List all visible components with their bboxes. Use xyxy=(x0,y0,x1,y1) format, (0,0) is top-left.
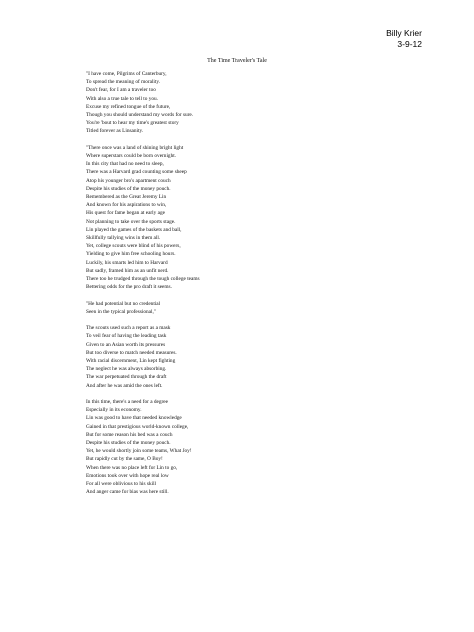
stanza xyxy=(86,300,416,316)
poem-line: Where superstars could be born overnight. xyxy=(86,153,177,160)
poem-line: And known for his aspirations to win, xyxy=(86,202,167,209)
poem-line: "There once was a land of shining bright light xyxy=(86,144,184,151)
stanza xyxy=(86,70,416,136)
poem-line: In this time, there's a need for a degree xyxy=(86,399,168,406)
poem-line: Gained in that prestigious world-known college, xyxy=(86,423,189,430)
poem-line: The scouts used such a report as a mask xyxy=(86,325,171,332)
poem-line: The war perpetuated through the draft xyxy=(86,374,167,381)
poem-line: And anger came for bias was here still. xyxy=(86,489,169,496)
poem-line: Titled forever as Linsanity. xyxy=(86,128,144,135)
poem-line: Especially in its economy. xyxy=(86,407,142,414)
stanza xyxy=(86,398,416,496)
stanza xyxy=(86,144,416,292)
poem-line: There was a Harvard grad counting some sheep xyxy=(86,169,187,176)
poem-line: His quest for fame began at early age xyxy=(86,210,165,217)
author-header xyxy=(386,28,422,50)
poem-line: There too he trudged through the tough college teams xyxy=(86,276,200,283)
poem-body xyxy=(86,70,416,505)
poem-line: Given to an Asian worth its pressures xyxy=(86,341,166,348)
poem-line: When there was no place left for Lin to go, xyxy=(86,464,178,471)
poem-line: To veil fear of having the leading task xyxy=(86,333,167,340)
poem-line: "I have come, Pilgrims of Canterbury, xyxy=(86,71,167,77)
document-date: 3-9-12 xyxy=(397,39,422,49)
poem-line: Atop his younger bro's apartment couch xyxy=(86,177,171,184)
poem-line: Not planning to take over the sports stage. xyxy=(86,218,176,225)
poem-line: But for some reason his bed was a couch xyxy=(86,431,173,438)
poem-line: Bettering odds for the pro draft it seems. xyxy=(86,284,172,291)
poem-line: Lin was good to have that needed knowledge xyxy=(86,415,182,422)
poem-line: But too diverse to match needed measures. xyxy=(86,349,177,356)
poem-line: You're 'bout to hear my time's greatest story xyxy=(86,120,179,127)
poem-line: For all were oblivious to his skill xyxy=(86,481,157,488)
author-name: Billy Krier xyxy=(386,28,422,38)
poem-line: Though you should understand my words for sure. xyxy=(86,112,194,119)
stanza xyxy=(86,324,416,390)
poem-title: The Time Traveler's Tale xyxy=(207,58,267,64)
poem-line: Yet, college scouts were blind of his powers, xyxy=(86,243,181,250)
poem-line: Excuse my refined tongue of the future, xyxy=(86,103,171,110)
poem-line: Despite his studies of the money pouch. xyxy=(86,440,171,447)
poem-line: Yielding to give him free schooling hours. xyxy=(86,251,176,258)
poem-line: Emotions took over with hope real low xyxy=(86,472,169,479)
poem-line: Don't fear, for I am a traveler too xyxy=(86,87,156,94)
poem-line: Seen in the typical professional," xyxy=(86,308,156,315)
poem-line: To spread the meaning of morality. xyxy=(86,79,161,86)
poem-line: Yet, he would shortly join some teams, What Joy! xyxy=(86,448,192,455)
poem-line: With also a true tale to tell to you. xyxy=(86,95,159,102)
poem-line: Remembered as the Great Jeremy Lin xyxy=(86,194,167,201)
poem-line: With racial discernment, Lin kept fighting xyxy=(86,358,176,365)
poem-line: The neglect he was always absorbing. xyxy=(86,366,167,373)
poem-line: Despite his studies of the money pouch. xyxy=(86,185,171,192)
poem-line: Skillfully tallying wins in them all. xyxy=(86,235,161,242)
poem-line: But rapidly cut by the same, O Boy! xyxy=(86,456,163,463)
poem-line: "He had potential but no credential xyxy=(86,300,161,307)
poem-line: And after he was amid the ones left. xyxy=(86,382,163,389)
poem-line: Luckily, his smarts led him to Harvard xyxy=(86,259,168,266)
poem-line: In this city that had no need to sleep, xyxy=(86,161,164,168)
poem-line: But sadly, framed him as an unfit nerd. xyxy=(86,267,169,274)
poem-line: Lin played the games of the baskets and ball, xyxy=(86,226,182,233)
